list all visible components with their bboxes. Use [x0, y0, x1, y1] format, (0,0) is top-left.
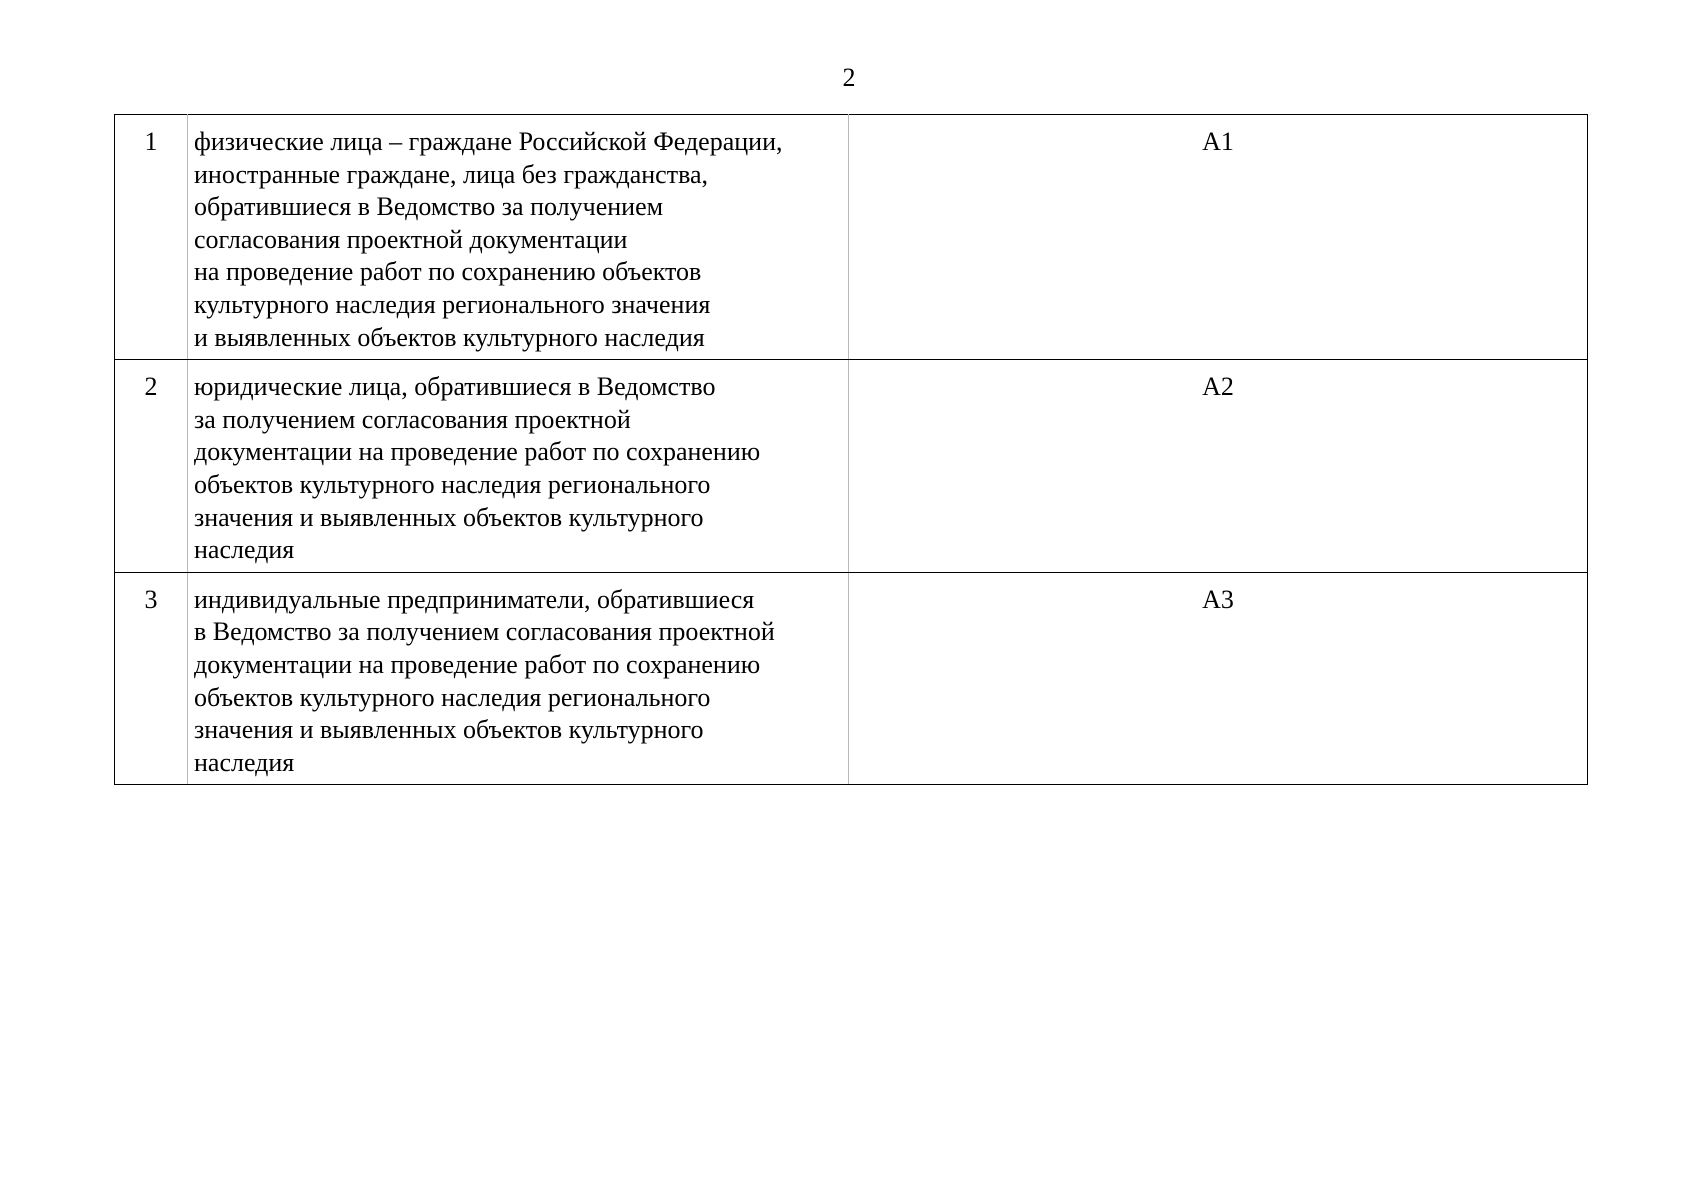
description-line: объектов культурного наследия регионального [194, 469, 711, 499]
description-line: наследия [194, 747, 295, 777]
table-row [115, 572, 1588, 785]
page-number: 2 [842, 63, 856, 92]
row-number-cell: 3 [115, 572, 188, 785]
description-line: за получением согласования проектной [194, 404, 631, 434]
description-line: значения и выявленных объектов культурного [194, 715, 704, 745]
description-line: в Ведомство за получением согласования проектной [194, 617, 775, 647]
applicant-description-cell [188, 572, 849, 785]
row-number-cell: 1 [115, 115, 188, 360]
description-line: документации на проведение работ по сохранению [194, 649, 761, 679]
description-line: значения и выявленных объектов культурного [194, 502, 704, 532]
table-row [115, 115, 1588, 360]
description-line: наследия [194, 535, 295, 565]
description-line: и выявленных объектов культурного наследия [194, 322, 705, 352]
category-code-cell: А2 [849, 360, 1588, 573]
applicant-description-cell [188, 115, 849, 360]
description-line: юридические лица, обратившиеся в Ведомство [194, 372, 716, 402]
category-code-cell: А1 [849, 115, 1588, 360]
description-line: согласования проектной документации [194, 224, 628, 254]
applicant-description-cell [188, 360, 849, 573]
description-line: на проведение работ по сохранению объектов [194, 257, 702, 287]
description-line: документации на проведение работ по сохранению [194, 437, 761, 467]
description-line: объектов культурного наследия регионального [194, 682, 711, 712]
description-line: индивидуальные предприниматели, обратившиеся [194, 584, 755, 614]
description-line: культурного наследия регионального значения [194, 289, 711, 319]
description-line: физические лица – граждане Российской Федерации, [194, 127, 783, 156]
description-line: иностранные граждане, лица без гражданства, [194, 159, 709, 189]
table-row [115, 360, 1588, 573]
applicant-category-table [114, 114, 1588, 785]
category-code-cell: А3 [849, 572, 1588, 785]
description-line: обратившиеся в Ведомство за получением [194, 192, 664, 222]
row-number-cell: 2 [115, 360, 188, 573]
